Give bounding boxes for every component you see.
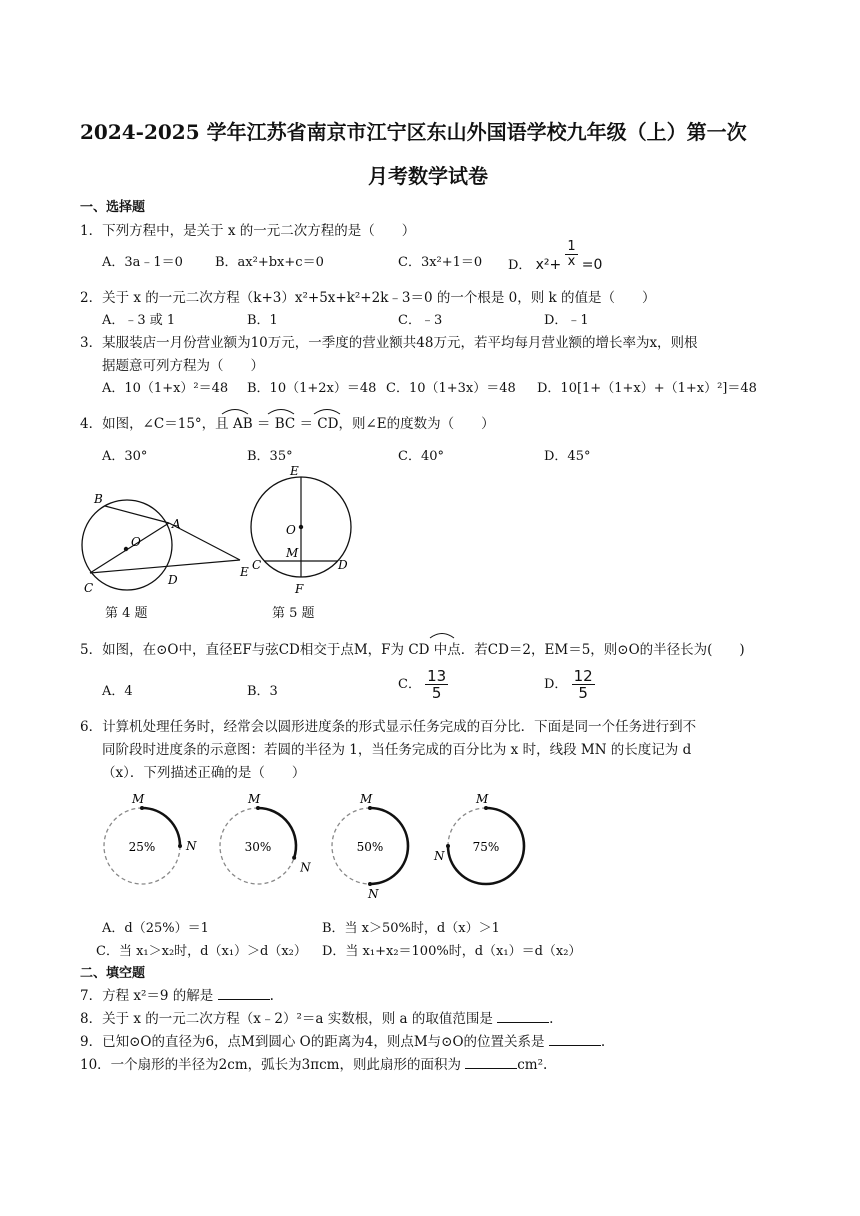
q4-option-a: A．30° xyxy=(102,449,148,464)
arc-marks xyxy=(180,404,380,416)
section-heading-fill: 二、填空题 xyxy=(80,966,146,981)
figure-5 xyxy=(244,462,364,598)
label-n: N xyxy=(434,849,445,863)
fig4-label-o: O xyxy=(131,535,141,549)
answer-blank-9[interactable] xyxy=(549,1033,601,1046)
q4-option-c: C．40° xyxy=(398,449,444,464)
figure-4-caption: 第 4 题 xyxy=(105,606,148,621)
question-4-stem: 4．如图，∠C＝15°，且 AB ＝ BC ＝ CD，则∠E的度数为（ ） xyxy=(80,416,495,432)
q3-option-c: C．10（1+3x）＝48 xyxy=(386,381,516,396)
fig5-label-f: F xyxy=(295,582,304,596)
label-m: M xyxy=(360,792,373,806)
fig4-label-b: B xyxy=(94,492,103,506)
fig4-label-c: C xyxy=(84,581,94,595)
label-m: M xyxy=(248,792,261,806)
figure-5-caption: 第 5 题 xyxy=(272,606,315,621)
progress-ring-30 xyxy=(220,792,311,884)
question-2-stem: 2．关于 x 的一元二次方程（k+3）x²+5x+k²+2k﹣3＝0 的一个根是 0，则 k 的值是（ ） xyxy=(80,290,656,306)
label-n: N xyxy=(186,839,197,853)
question-1-stem: 1．下列方程中，是关于 x 的一元二次方程的是（ ） xyxy=(80,223,416,239)
question-3-stem-line1: 3．某服装店一月份营业额为10万元，一季度的营业额共48万元，若平均每月营业额的增长率为x，则根 xyxy=(80,335,698,351)
question-8: 8．关于 x 的一元二次方程（x﹣2）²＝a 实数根，则 a 的取值范围是 . xyxy=(80,1011,554,1027)
fig5-label-d: D xyxy=(338,558,348,572)
q1-option-b: B．ax²+bx+c＝0 xyxy=(215,255,324,270)
progress-rings-figure xyxy=(90,786,550,904)
q4-option-b: B．35° xyxy=(247,449,293,464)
answer-blank-8[interactable] xyxy=(497,1010,549,1023)
label-n: N xyxy=(300,860,311,875)
progress-label: 75% xyxy=(472,840,500,854)
fig5-label-m: M xyxy=(286,546,299,560)
q1-option-a: A．3a﹣1＝0 xyxy=(102,255,183,270)
q5-option-a: A．4 xyxy=(102,684,133,699)
progress-label: 50% xyxy=(356,840,384,854)
q3-option-a: A．10（1+x）²＝48 xyxy=(102,381,229,396)
q5-option-c: C． $\frac{13}{5}$ xyxy=(398,667,447,702)
question-5-stem: 5．如图，在⊙O中，直径EF与弦CD相交于点M，F为 CD 中点．若CD＝2，EM＝5，则⊙O的半径长为( ) xyxy=(80,642,745,658)
q6-option-c: C．当 x₁＞x₂时，d（x₁）＞d（x₂） xyxy=(96,944,307,959)
progress-label: 25% xyxy=(128,840,156,854)
answer-blank-10[interactable] xyxy=(465,1056,517,1069)
q5-option-d: D． $\frac{12}{5}$ xyxy=(544,667,593,702)
label-m: M xyxy=(476,792,489,806)
question-9: 9．已知⊙O的直径为6，点M到圆心 O的距离为4，则点M与⊙O的位置关系是 . xyxy=(80,1034,606,1050)
q2-option-a: A．﹣3 或 1 xyxy=(102,313,176,328)
fig4-label-d: D xyxy=(168,573,178,587)
label-m: M xyxy=(132,792,145,806)
label-n: N xyxy=(368,887,379,901)
fig5-label-o: O xyxy=(286,523,296,537)
figure-4 xyxy=(72,486,272,598)
progress-ring-50 xyxy=(332,792,408,901)
q6-option-d: D．当 x₁+x₂＝100%时，d（x₁）＝d（x₂） xyxy=(322,944,582,959)
q1-option-d: D． x²+ $\frac{1}{x}$ =0 xyxy=(508,239,603,273)
q6-option-a: A．d（25%）＝1 xyxy=(102,921,209,936)
fig5-label-e: E xyxy=(290,464,299,478)
page-title-line2: 月考数学试卷 xyxy=(368,164,488,188)
q3-option-b: B．10（1+2x）＝48 xyxy=(247,381,377,396)
question-3-stem-line2: 据题意可列方程为（ ） xyxy=(102,358,264,374)
fig4-label-a: A xyxy=(172,517,181,531)
q4-option-d: D．45° xyxy=(544,449,591,464)
question-6-stem-line2: 同阶段时进度条的示意图：若圆的半径为 1，当任务完成的百分比为 x 时，线段 MN 的长度记为 d xyxy=(102,742,692,758)
fig4-label-e: E xyxy=(240,565,249,579)
page-title-line1: 2024-2025 学年江苏省南京市江宁区东山外国语学校九年级（上）第一次 xyxy=(80,120,747,144)
progress-ring-75 xyxy=(433,792,524,884)
q2-option-c: C．﹣3 xyxy=(398,313,443,328)
q1-option-c: C．3x²+1＝0 xyxy=(398,255,483,270)
arc-mark-cd xyxy=(428,629,458,639)
question-6-stem-line3: （x）．下列描述正确的是（ ） xyxy=(102,765,306,781)
q3-option-d: D．10[1+（1+x）+（1+x）²]＝48 xyxy=(537,381,757,396)
fig5-label-c: C xyxy=(252,558,262,572)
q6-option-b: B．当 x＞50%时，d（x）＞1 xyxy=(322,921,500,936)
answer-blank-7[interactable] xyxy=(218,987,270,1000)
q5-option-b: B．3 xyxy=(247,684,278,699)
question-10: 10．一个扇形的半径为2cm，弧长为3πcm，则此扇形的面积为 cm². xyxy=(80,1057,548,1073)
q2-option-d: D．﹣1 xyxy=(544,313,589,328)
section-heading-choice: 一、选择题 xyxy=(80,200,146,215)
progress-label: 30% xyxy=(244,840,272,854)
q2-option-b: B．1 xyxy=(247,313,278,328)
question-6-stem-line1: 6．计算机处理任务时，经常会以圆形进度条的形式显示任务完成的百分比．下面是同一个任务进行到不 xyxy=(80,719,697,735)
question-7: 7．方程 x²＝9 的解是 . xyxy=(80,988,274,1004)
progress-ring-25 xyxy=(104,792,197,884)
